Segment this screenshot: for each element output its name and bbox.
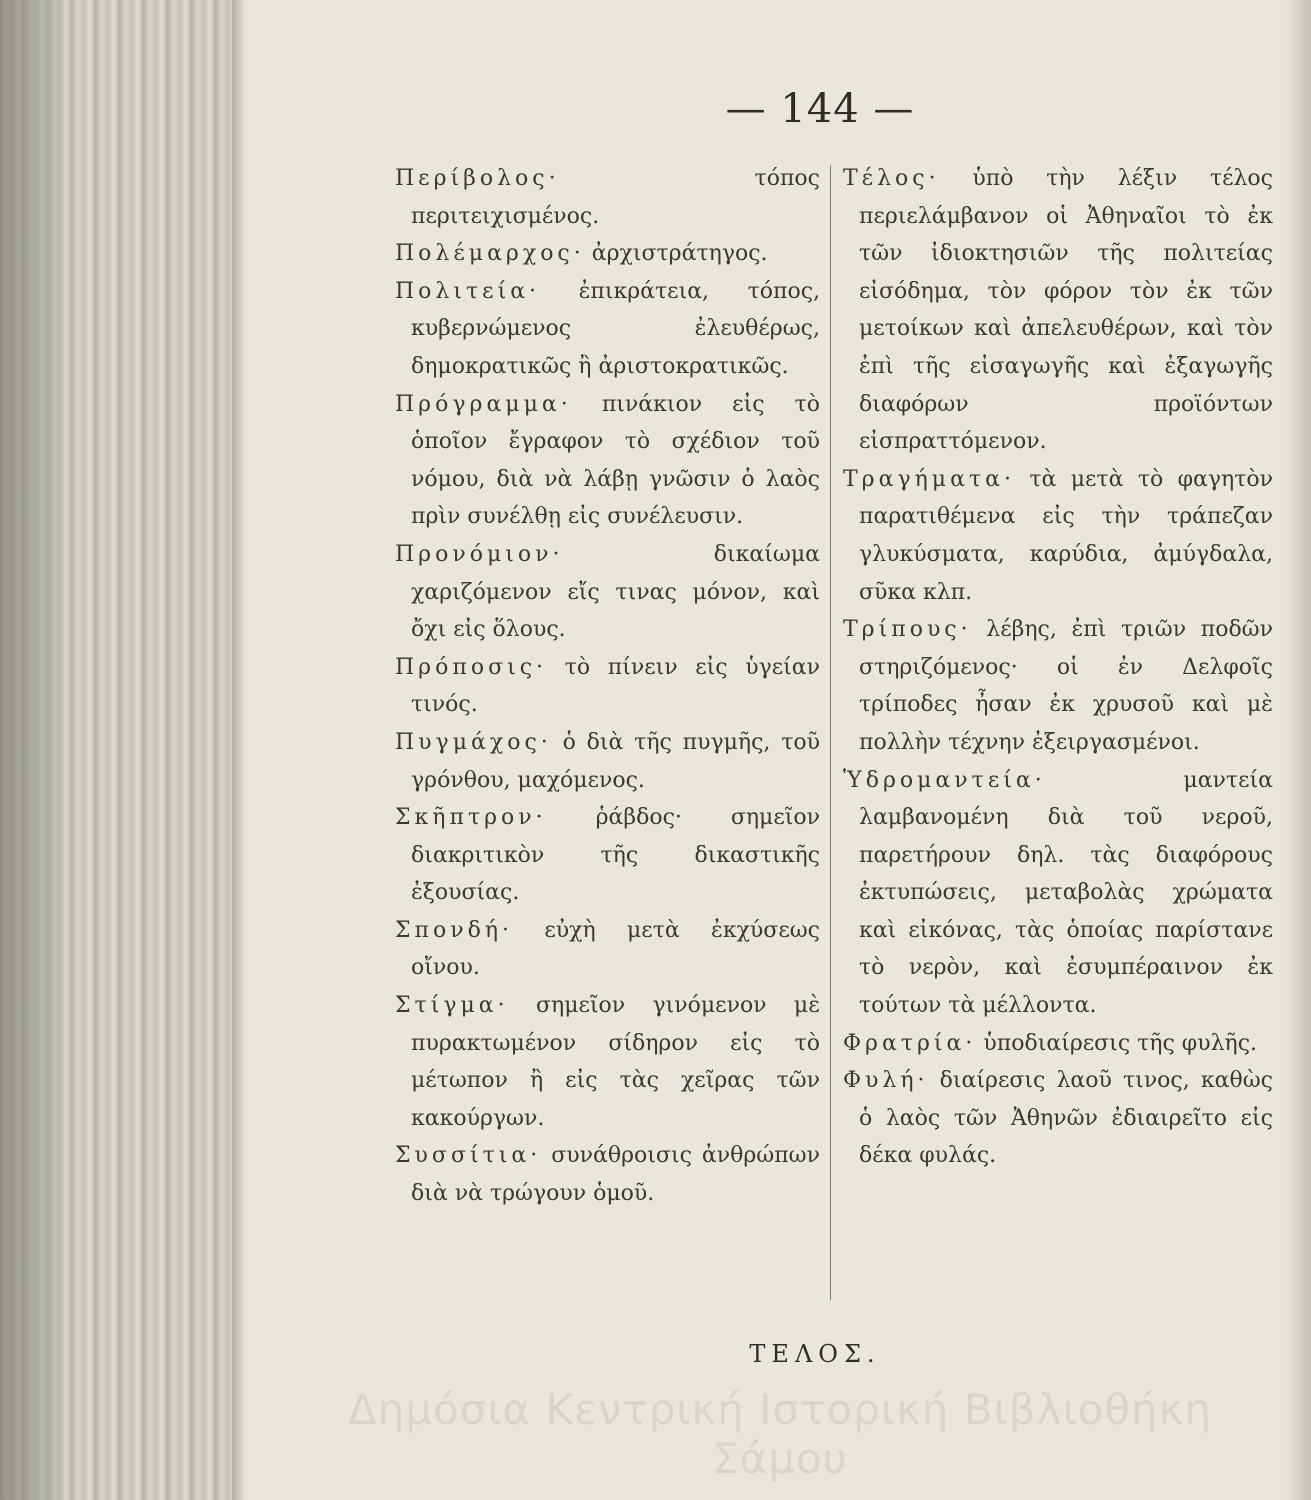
- glossary-entry: [843, 461, 1273, 611]
- glossary-entry: [395, 987, 820, 1137]
- entry-definition: ὁ διὰ τῆς πυγμῆς, τοῦ γρόνθου, μαχόμενος.: [411, 729, 820, 793]
- entry-definition: διαίρεσις λαοῦ τινος, καθὼς ὁ λαὸς τῶν Ἀθηνῶν ἐδιαιρεῖτο εἰς δέκα φυλάς.: [859, 1068, 1273, 1169]
- glossary-entry: [395, 536, 820, 649]
- glossary-entry: [395, 160, 820, 235]
- glossary-entry: [843, 1062, 1273, 1175]
- entry-definition: μαντεία λαμβανομένη διὰ τοῦ νεροῦ, παρετήρουν δηλ. τὰς διαφόρους ἐκτυπώσεις, μεταβολὰς χρώματα καὶ εἰκόνας, τὰς ὁποίας παρίστανε τὸ νερὸν, καὶ ἐσυμπέραινον ἐκ τούτων τὰ μέλλοντα.: [859, 767, 1273, 1019]
- entry-definition: ὑπὸ τὴν λέξιν τέλος περιελάμβανον οἱ Ἀθηναῖοι τὸ ἐκ τῶν ἰδιοκτησιῶν τῆς πολιτείας εἰσόδημα, τὸν φόρον τὸν ἐκ τῶν μετοίκων καὶ ἀπελευθέρων, καὶ τὸν ἐπὶ τῆς εἰσαγωγῆς καὶ ἐξαγωγῆς διαφόρων προϊόντων εἰσπραττόμενον.: [859, 166, 1273, 455]
- glossary-entry: [843, 762, 1273, 1025]
- glossary-entry: [843, 1025, 1273, 1063]
- entry-definition: ἐπικράτεια, τόπος, κυβερνώμενος ἐλευθέρως, δημοκρατικῶς ἢ ἀριστοκρατικῶς.: [411, 278, 821, 379]
- entry-definition: συνάθροισις ἀνθρώπων διὰ νὰ τρώγουν ὁμοῦ.: [411, 1143, 820, 1207]
- left-column: [395, 160, 820, 1310]
- library-watermark: Δημόσια Κεντρική Ιστορική Βιβλιοθήκη Σάμου: [347, 1385, 1213, 1483]
- entry-headword: Στίγμα·: [395, 993, 509, 1019]
- entry-headword: Περίβολος·: [395, 166, 560, 191]
- glossary-entry: [843, 160, 1273, 461]
- entry-headword: Πρόγραμμα·: [395, 391, 572, 417]
- glossary-entry: [395, 235, 820, 273]
- entry-headword: Πολιτεία·: [395, 278, 541, 304]
- book-gutter: [232, 0, 246, 1500]
- entry-definition: τὰ μετὰ τὸ φαγητὸν παρατιθέμενα εἰς τὴν τράπεζαν γλυκύσματα, καρύδια, ἀμύγδαλα, σῦκα κλπ.: [859, 466, 1273, 605]
- glossary-entry: [395, 386, 820, 536]
- entry-headword: Προνόμιον·: [395, 541, 564, 567]
- entry-definition: τόπος περιτειχισμένος.: [411, 166, 820, 229]
- end-title: ΤΕΛΟΣ.: [749, 1340, 881, 1368]
- entry-definition: ῥάβδος· σημεῖον διακριτικὸν τῆς δικαστικῆς ἐξουσίας.: [411, 805, 820, 906]
- entry-definition: λέβης, ἐπὶ τριῶν ποδῶν στηριζόμενος· οἱ ἐν Δελφοῖς τρίποδες ἦσαν ἐκ χρυσοῦ καὶ μὲ πολλὴν τέχνην ἐξειργασμένοι.: [859, 617, 1273, 755]
- glossary-entry: [843, 611, 1273, 761]
- entry-headword: Σκῆπτρον·: [395, 805, 547, 831]
- entry-headword: Ὑδρομαντεία·: [843, 767, 1046, 793]
- entry-definition: πινάκιον εἰς τὸ ὁποῖον ἔγραφον τὸ σχέδιον τοῦ νόμου, διὰ νὰ λάβῃ γνῶσιν ὁ λαὸς πρὶν συνέλθῃ εἰς συνέλευσιν.: [411, 391, 820, 530]
- page-number: — 144 —: [725, 86, 915, 132]
- entry-headword: Πρόποσις·: [395, 654, 548, 680]
- entry-headword: Φρατρία·: [843, 1030, 977, 1056]
- book-page-edges: [0, 0, 232, 1500]
- glossary-entry: [395, 799, 820, 912]
- entry-definition: σημεῖον γινόμενον μὲ πυρακτωμένον σίδηρον εἰς τὸ μέτωπον ἢ εἰς τὰς χεῖρας τῶν κακούργων.: [411, 993, 820, 1131]
- entry-headword: Φυλή·: [843, 1068, 929, 1094]
- entry-headword: Τέλος·: [843, 166, 940, 191]
- entry-headword: Πολέμαρχος·: [395, 241, 585, 267]
- entry-headword: Τραγήματα·: [843, 466, 1015, 492]
- entry-headword: Τρίπους·: [843, 617, 972, 643]
- entry-definition: ὑποδιαίρεσις τῆς φυλῆς.: [983, 1030, 1258, 1056]
- glossary-entry: [395, 273, 820, 386]
- glossary-entry: [395, 912, 820, 987]
- column-divider: [830, 165, 831, 1300]
- right-column: [843, 160, 1273, 1310]
- entry-definition: τὸ πίνειν εἰς ὑγείαν τινός.: [411, 654, 821, 718]
- page-right-edge: [1285, 0, 1311, 1500]
- entry-definition: δικαίωμα χαριζόμενον εἴς τινας μόνον, καὶ ὄχι εἰς ὅλους.: [411, 541, 820, 643]
- glossary-entry: [395, 1137, 820, 1212]
- entry-headword: Σπονδή·: [395, 917, 514, 943]
- entry-headword: Πυγμάχος·: [395, 729, 552, 755]
- glossary-entry: [395, 649, 820, 724]
- entry-definition: ἀρχιστράτηγος.: [591, 241, 768, 267]
- entry-headword: Συσσίτια·: [395, 1143, 542, 1169]
- entry-definition: εὐχὴ μετὰ ἐκχύσεως οἴνου.: [411, 917, 820, 981]
- glossary-entry: [395, 724, 820, 799]
